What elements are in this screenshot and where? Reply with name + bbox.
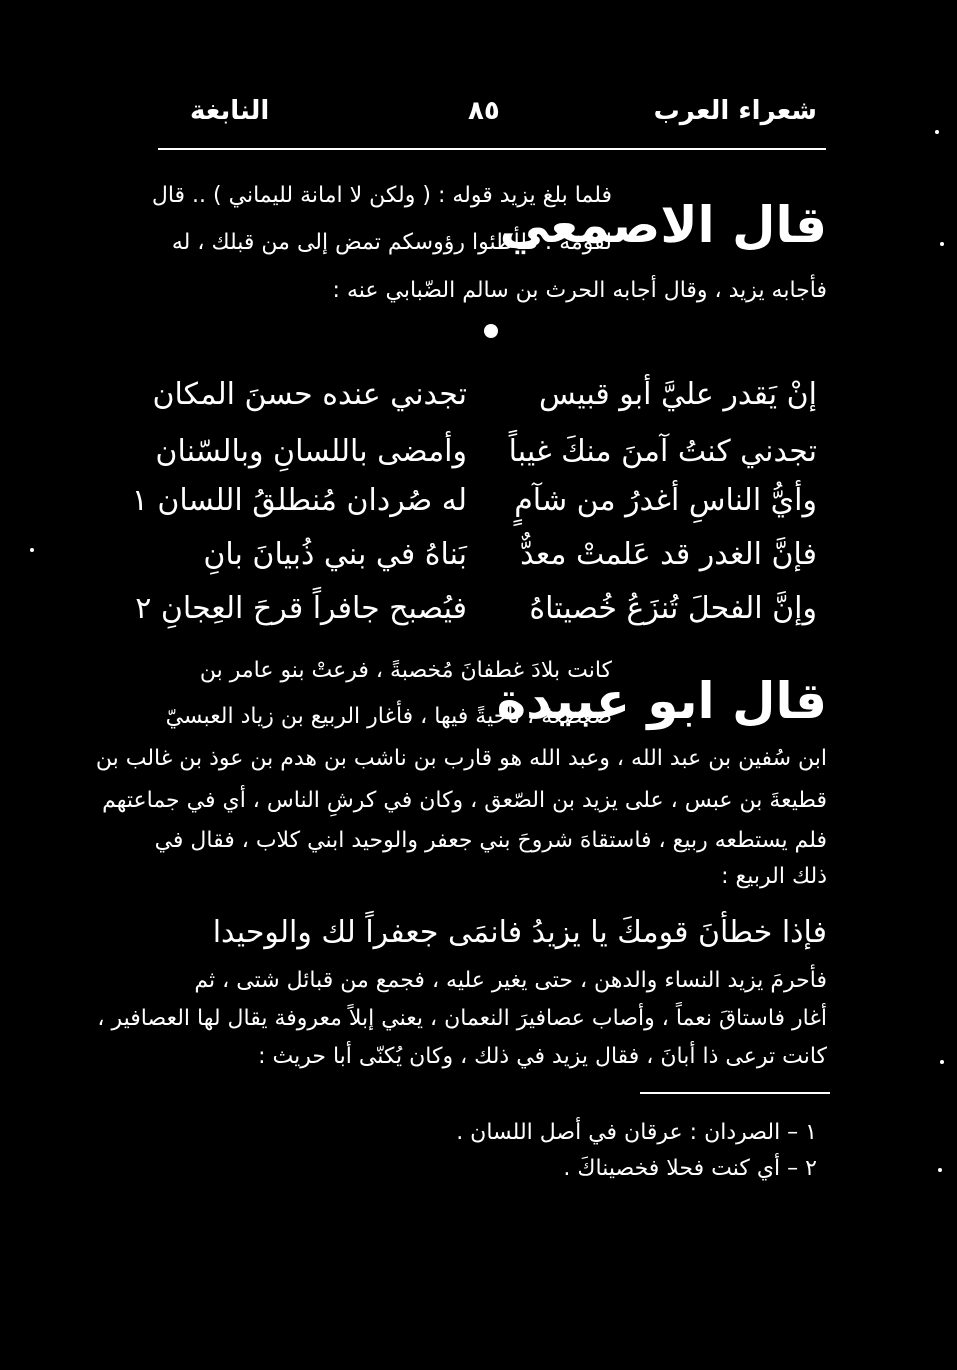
running-header-section: النابغة [190,96,270,126]
header-rule [158,148,826,150]
prose-line: ابن سُفين بن عبد الله ، وعبد الله هو قارب بن ناشب بن هدم بن عوذ بن غالب بن [95,746,827,771]
verse-hemistich-right: وإنَّ الفحلَ تُنزَعُ خُصيتاهُ [529,591,817,626]
scan-speck [30,548,34,552]
footnote-rule [640,1092,830,1094]
verse-hemistich-left: بَناهُ في بني ذُبيانَ بانِ [203,537,467,572]
verse-hemistich-right: إنْ يَقدر عليَّ أبو قبيس [539,377,817,412]
verse-line: فإذا خطأنَ قومكَ يا يزيدُ فانمَى جعفراً لك والوحيدا [212,915,827,950]
footnote: ٢ – أي كنت فحلا فخصيناكَ . [563,1156,817,1181]
prose-line: صعصعةَ ، ناحيةً فيها ، فأغار الربيع بن زياد العبسيّ [165,704,612,729]
page-number: ٨٥ [468,96,500,126]
footnote: ١ – الصردان : عرقان في أصل اللسان . [456,1120,817,1145]
verse-hemistich-right: فإنَّ الغدر قد عَلمتْ معدٌّ [520,537,817,572]
section-heading-abu-ubayda: قال ابو عبيدة [496,672,827,730]
scan-speck [935,130,939,134]
verse-hemistich-left: تجدني عنده حسنَ المكان [152,377,467,412]
prose-line: كانت بلادَ غطفانَ مُخصبةً ، فرعتْ بنو عامر بن [199,658,612,683]
verse-hemistich-left: وأمضى باللسانِ وبالسّنان [155,434,467,469]
scan-speck [940,242,944,246]
running-header-title: شعراء العرب [653,96,817,126]
scan-speck [938,1168,942,1172]
prose-line: ذلك الربيع : [721,864,827,889]
ornament-dot [484,324,498,338]
prose-line: كانت ترعى ذا أبانَ ، فقال يزيد في ذلك ، وكان يُكنّى أبا حريث : [258,1044,827,1069]
verse-hemistich-left: فيُصبح جافراً قرحَ العِجانِ ٢ [135,591,467,626]
prose-line: لقومه : طأطئوا رؤوسكم تمض إلى من قبلك ، له [171,230,612,255]
prose-line: فأحرمَ يزيد النساء والدهن ، حتى يغير عليه ، فجمع من قبائل شتى ، ثم [194,968,827,993]
prose-line: أغار فاستاقَ نعماً ، وأصاب عصافيرَ النعمان ، يعني إبلاً معروفة يقال لها العصافير ، [97,1006,827,1031]
verse-hemistich-right: وأيُّ الناسِ أغدرُ من شآمٍ [514,483,817,518]
prose-line: قطيعةَ بن عبس ، على يزيد بن الصّعق ، وكان في كرشِ الناس ، أي في جماعتهم [102,788,827,813]
prose-line: فأجابه يزيد ، وقال أجابه الحرث بن سالم الضّبابي عنه : [332,278,827,303]
scan-speck [940,1060,944,1064]
verse-hemistich-left: له صُردان مُنطلقُ اللسان ١ [131,483,467,518]
verse-hemistich-right: تجدني كنتُ آمنَ منكَ غيباً [508,434,817,469]
prose-line: فلم يستطعه ربيع ، فاستقاهَ شروحَ بني جعفر والوحيد ابني كلاب ، فقال في [154,828,827,853]
prose-line: فلما بلغ يزيد قوله : ( ولكن لا امانة لليماني ) .. قال [151,183,612,208]
section-heading-asmai: قال الاصمعي [499,196,827,254]
